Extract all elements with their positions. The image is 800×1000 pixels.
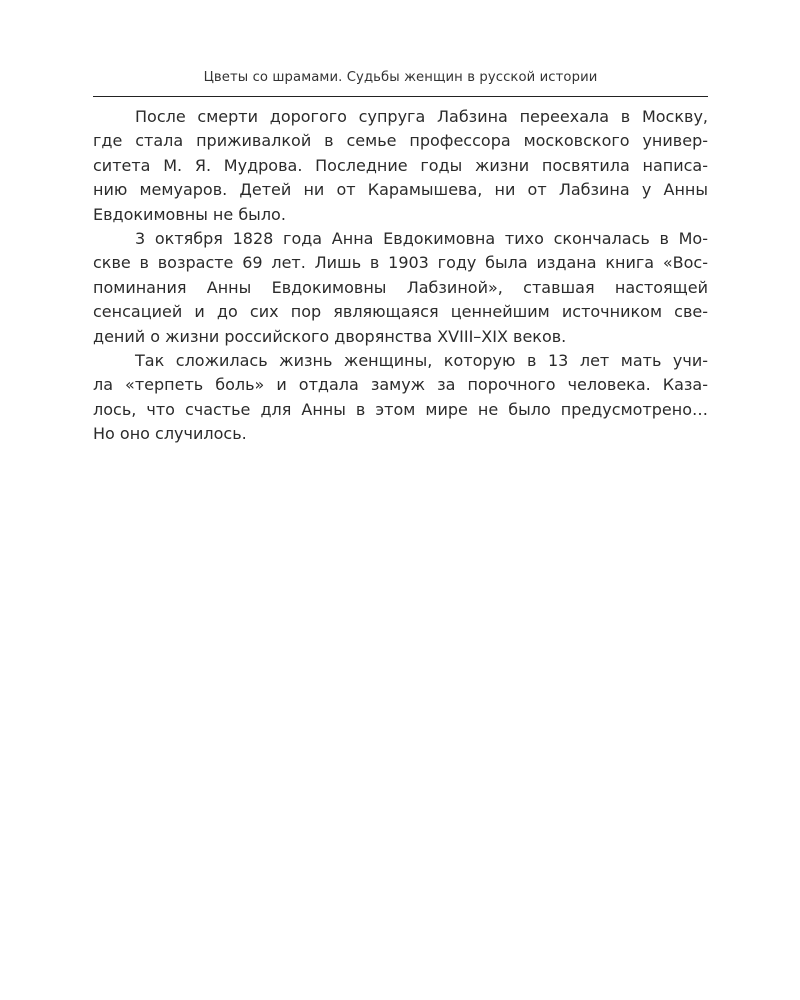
text-line: сенсацией и до сих пор являющаяся ценнейшим источником све- bbox=[93, 302, 708, 322]
running-header: Цветы со шрамами. Судьбы женщин в русской истории bbox=[203, 70, 598, 85]
body-text bbox=[93, 105, 708, 447]
text-line: 3 октября 1828 года Анна Евдокимовна тихо скончалась в Мо- bbox=[135, 229, 708, 249]
text-line: дений о жизни российского дворянства XVIII–XIX веков. bbox=[93, 326, 567, 346]
text-line: скве в возрасте 69 лет. Лишь в 1903 году была издана книга «Вос- bbox=[93, 253, 708, 273]
text-line: нию мемуаров. Детей ни от Карамышева, ни от Лабзина у Анны bbox=[93, 180, 708, 200]
text-line: Так сложилась жизнь женщины, которую в 13 лет мать учи- bbox=[135, 351, 708, 371]
header-divider bbox=[93, 96, 708, 97]
paragraph bbox=[93, 227, 708, 349]
text-line: поминания Анны Евдокимовны Лабзиной», ставшая настоящей bbox=[93, 277, 708, 297]
text-line: лось, что счастье для Анны в этом мире не было предусмотрено… bbox=[93, 399, 708, 419]
paragraph bbox=[93, 105, 708, 227]
text-line: где стала приживалкой в семье профессора московского универ- bbox=[93, 131, 708, 151]
text-line: Но оно случилось. bbox=[93, 424, 247, 444]
text-line: ситета М. Я. Мудрова. Последние годы жизни посвятила написа- bbox=[93, 155, 708, 175]
paragraph bbox=[93, 349, 708, 447]
text-line: После смерти дорогого супруга Лабзина переехала в Москву, bbox=[135, 107, 708, 126]
text-line: Евдокимовны не было. bbox=[93, 204, 286, 224]
text-line: ла «терпеть боль» и отдала замуж за порочного человека. Каза- bbox=[93, 375, 708, 395]
